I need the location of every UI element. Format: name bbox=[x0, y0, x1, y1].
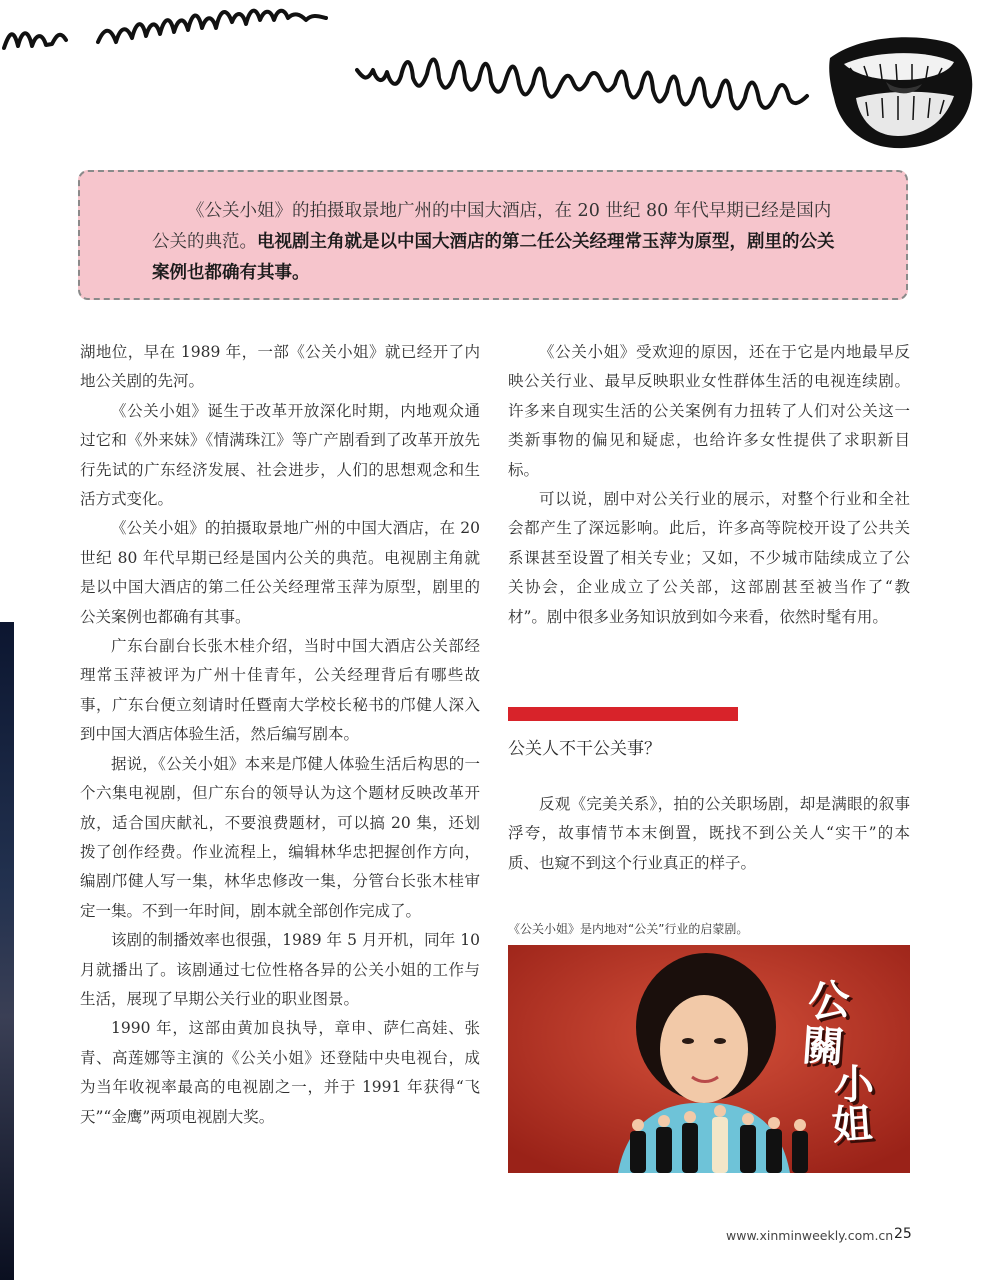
page-number: 25 bbox=[894, 1226, 912, 1242]
paragraph: 《公关小姐》的拍摄取景地广州的中国大酒店，在 20 世纪 80 年代早期已经是国内公关的典范。电视剧主角就是以中国大酒店的第二任公关经理常玉萍为原型，剧里的公关案例也都确有其事。 bbox=[80, 519, 480, 626]
article-column-left bbox=[80, 338, 480, 1132]
paragraph: 1990 年，这部由黄加良执导，章申、萨仁高娃、张青、高莲娜等主演的《公关小姐》还登陆中央电视台，成为当年收视率最高的电视剧之一，并于 1991 年获得“飞天”“金鹰”两项电视剧大奖。 bbox=[80, 1019, 480, 1126]
paragraph: 《公关小姐》诞生于改革开放深化时期，内地观众通过它和《外来妹》《情满珠江》等广产剧看到了改革开放先行先试的广东经济发展、社会进步，人们的思想观念和生活方式变化。 bbox=[80, 401, 480, 509]
footer-url: www.xinminweekly.com.cn bbox=[726, 1228, 894, 1243]
poster-title-char: 姐 bbox=[830, 1100, 874, 1150]
poster-title-char: 小 bbox=[834, 1062, 874, 1108]
pull-quote-bold-text: 电视剧主角就是以中国大酒店的第二任公关经理常玉萍为原型，剧里的公关案例也都确有其事。 bbox=[152, 232, 835, 283]
scribble-line-top-icon bbox=[0, 0, 340, 60]
drama-poster-image bbox=[508, 945, 910, 1173]
paragraph: 广东台副台长张木桂介绍，当时中国大酒店公关部经理常玉萍被评为广州十佳青年，公关经理背后有哪些故事，广东台便立刻请时任暨南大学校长秘书的邝健人深入到中国大酒店体验生活，然后编写剧本。 bbox=[80, 637, 480, 744]
pull-quote-box bbox=[78, 170, 908, 300]
paragraph: 反观《完美关系》，拍的公关职场剧，却是满眼的叙事浮夸，故事情节本末倒置，既找不到公关人“实干”的本质、也窥不到这个行业真正的样子。 bbox=[508, 795, 910, 872]
paragraph: 据说，《公关小姐》本来是邝健人体验生活后构思的一个六集电视剧，但广东台的领导认为这个题材反映改革开放，适合国庆献礼，不要浪费题材，可以搞 20 集，还划拨了创作经费。作业流程上，编辑林华忠把握创作方向，编剧邝健人写一集，林华忠修改一集，分管台长张木桂审定一集。不到一年时间，剧本就全部创作完成了。 bbox=[80, 754, 480, 920]
poster-title-char: 公 bbox=[805, 974, 853, 1028]
section-heading: 公关人不干公关事？ bbox=[508, 739, 661, 759]
scribble-line-middle-icon bbox=[355, 48, 815, 118]
paragraph: 湖地位，早在 1989 年，一部《公关小姐》就已经开了内地公关剧的先河。 bbox=[80, 343, 480, 391]
paragraph: 《公关小姐》受欢迎的原因，还在于它是内地最早反映公关行业、最早反映职业女性群体生活的电视连续剧。许多来自现实生活的公关案例有力扭转了人们对公关这一类新事物的偏见和疑虑，也给许多女性提供了求职新目标。 bbox=[508, 343, 910, 479]
page-edge-strip bbox=[0, 622, 14, 1280]
mouth-illustration-icon bbox=[826, 28, 976, 150]
photo-caption: 《公关小姐》是内地对“公关”行业的启蒙剧。 bbox=[508, 922, 749, 936]
poster-title-char: 關 bbox=[800, 1020, 846, 1073]
section-body bbox=[508, 790, 910, 878]
paragraph: 该剧的制播效率也很强，1989 年 5 月开机，同年 10 月就播出了。该剧通过七位性格各异的公关小姐的工作与生活，展现了早期公关行业的职业图景。 bbox=[80, 931, 480, 1008]
paragraph: 可以说，剧中对公关行业的展示，对整个行业和全社会都产生了深远影响。此后，许多高等院校开设了公共关系课甚至设置了相关专业；又如，不少城市陆续成立了公关协会，企业成立了公关部，这部剧甚至被当作了“教材”。剧中很多业务知识放到如今来看，依然时髦有用。 bbox=[508, 490, 910, 626]
article-column-right bbox=[508, 338, 910, 632]
section-divider-bar bbox=[508, 707, 738, 721]
pull-quote-text: 《公关小姐》的拍摄取景地广州的中国大酒店，在 20 世纪 80 年代早期已经是国内公关的典范。 bbox=[152, 201, 832, 252]
